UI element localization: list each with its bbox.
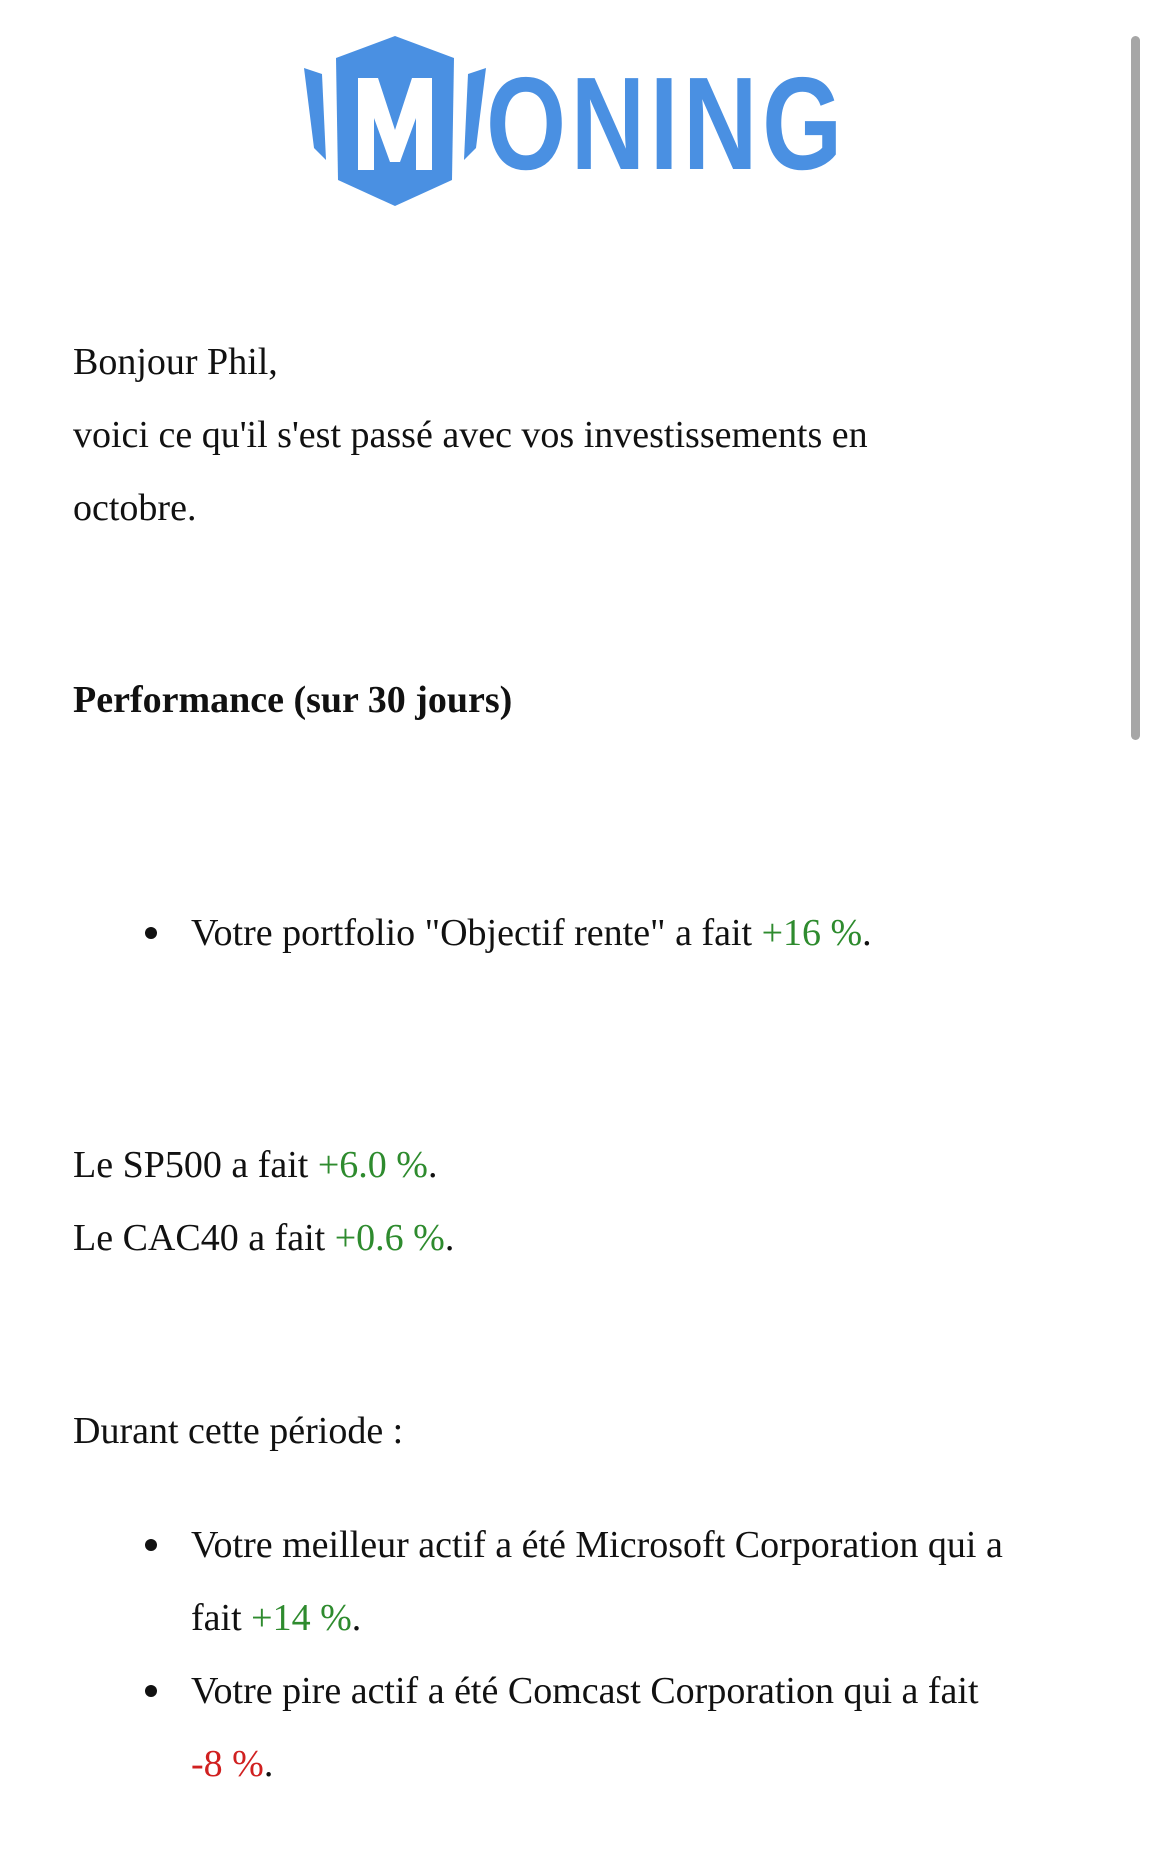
cac40-suffix: . xyxy=(444,1217,455,1259)
worst-asset-line-2 xyxy=(191,1742,273,1786)
shield-m-icon xyxy=(296,30,496,210)
cac40-text: Le CAC40 a fait xyxy=(73,1217,335,1259)
best-asset-item xyxy=(191,1523,1003,1567)
worst-asset-item xyxy=(191,1669,979,1713)
best-asset-suffix: . xyxy=(351,1597,362,1639)
sp500-suffix: . xyxy=(427,1144,438,1186)
scrollbar[interactable] xyxy=(1131,36,1140,740)
best-asset-value: +14 % xyxy=(251,1597,352,1639)
portfolio-performance-item xyxy=(191,911,872,955)
greeting: Bonjour Phil, xyxy=(73,341,278,383)
intro-line-2: octobre. xyxy=(73,487,197,529)
portfolio-value: +16 % xyxy=(761,912,863,954)
period-heading: Durant cette période : xyxy=(73,1410,404,1452)
bullet-icon xyxy=(145,927,157,939)
sp500-value: +6.0 % xyxy=(317,1144,428,1186)
best-asset-line-1: Votre meilleur actif a été Microsoft Corporation qui a xyxy=(191,1524,1003,1566)
bullet-icon xyxy=(145,1539,157,1551)
portfolio-text: Votre portfolio "Objectif rente" a fait xyxy=(191,912,762,954)
sp500-line xyxy=(73,1143,437,1187)
performance-heading: Performance (sur 30 jours) xyxy=(73,679,513,721)
sp500-text: Le SP500 a fait xyxy=(73,1144,318,1186)
bullet-icon xyxy=(145,1685,157,1697)
moning-logo xyxy=(296,30,856,210)
cac40-value: +0.6 % xyxy=(334,1217,445,1259)
brand-wordmark: ONING xyxy=(486,50,847,197)
worst-asset-value: -8 % xyxy=(191,1743,264,1785)
cac40-line xyxy=(73,1216,454,1260)
portfolio-suffix: . xyxy=(862,912,872,954)
best-asset-prefix: fait xyxy=(191,1597,252,1639)
intro-line-1: voici ce qu'il s'est passé avec vos investissements en xyxy=(73,414,868,456)
worst-asset-line-1: Votre pire actif a été Comcast Corporation qui a fait xyxy=(191,1670,979,1712)
best-asset-line-2 xyxy=(191,1596,361,1640)
worst-asset-suffix: . xyxy=(263,1743,274,1785)
